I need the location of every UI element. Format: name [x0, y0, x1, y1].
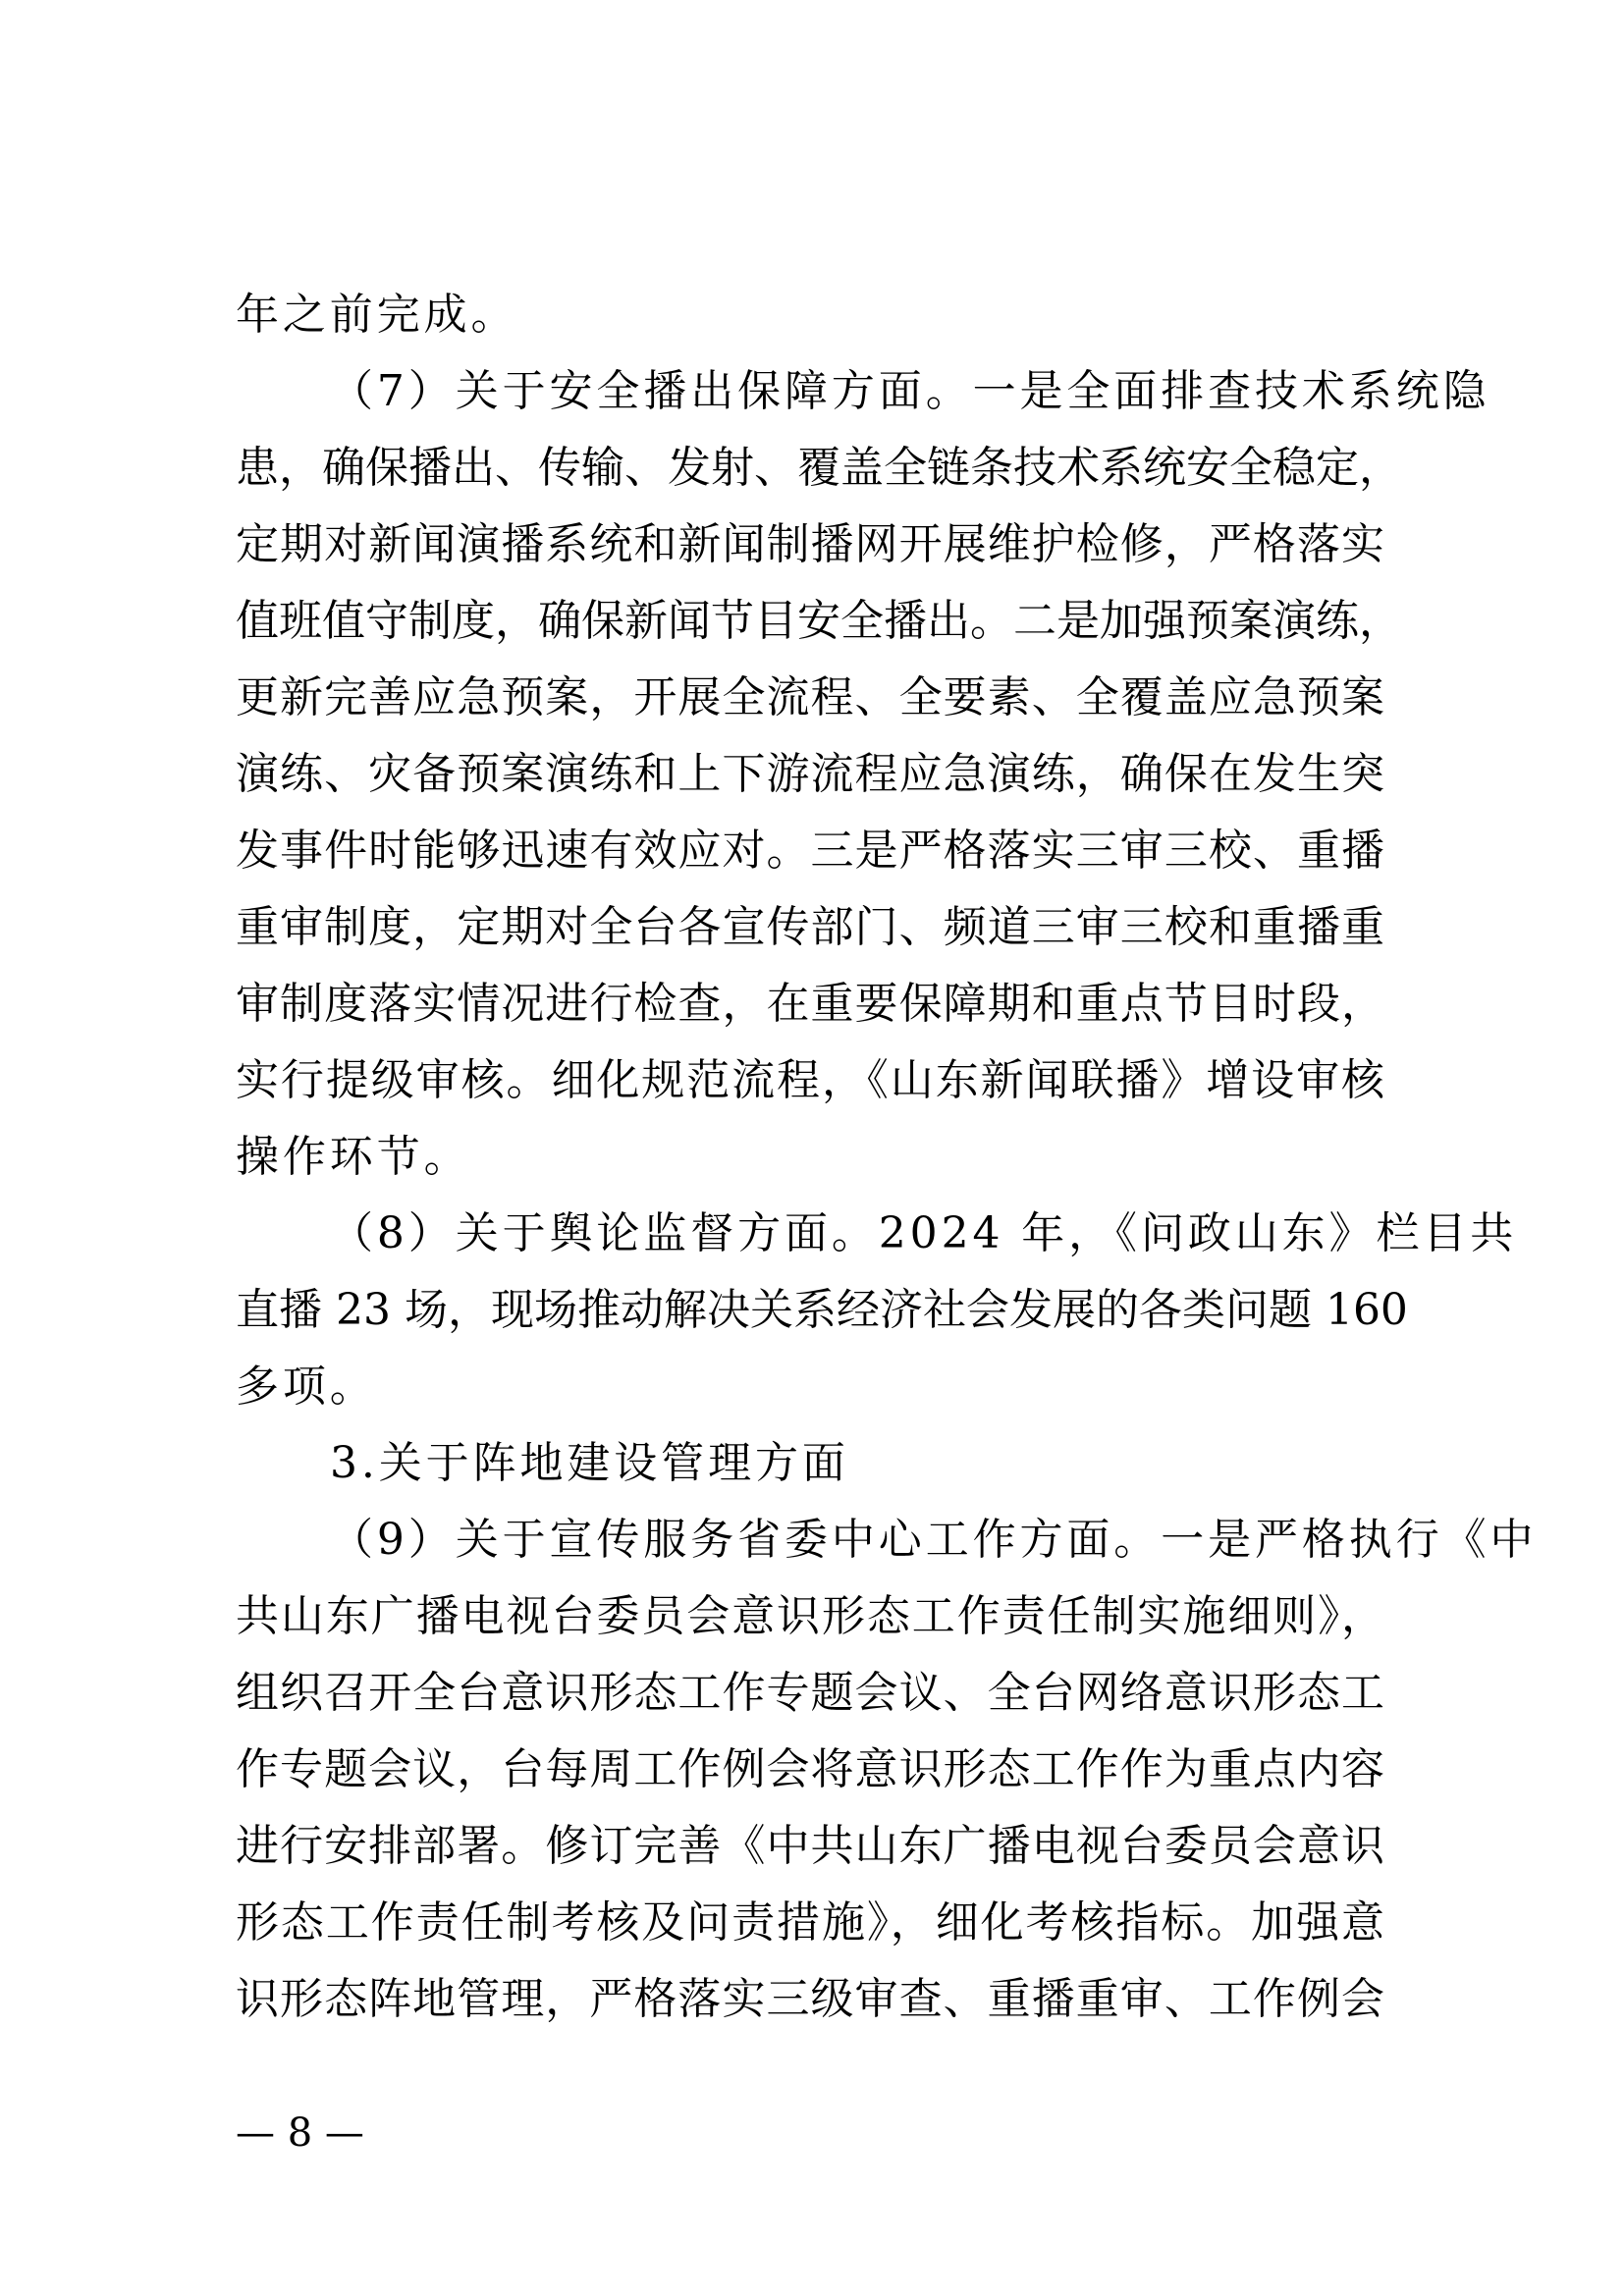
body-line: 患，确保播出、传输、发射、覆盖全链条技术系统安全稳定， — [236, 443, 1402, 493]
body-line: 审制度落实情况进行检查，在重要保障期和重点节目时段， — [236, 979, 1384, 1029]
body-line: 形态工作责任制考核及问责措施》，细化考核指标。加强意 — [236, 1897, 1384, 1948]
section-heading: 3.关于阵地建设管理方面 — [330, 1438, 849, 1488]
body-line: 作专题会议，台每周工作例会将意识形态工作作为重点内容 — [236, 1744, 1384, 1794]
body-line: 重审制度，定期对全台各宣传部门、频道三审三校和重播重 — [236, 902, 1384, 952]
body-line: 定期对新闻演播系统和新闻制播网开展维护检修，严格落实 — [236, 519, 1384, 569]
page-number: — 8 — — [236, 2110, 364, 2156]
body-line: 更新完善应急预案，开展全流程、全要素、全覆盖应急预案 — [236, 672, 1384, 722]
body-line: 实行提级审核。细化规范流程，《山东新闻联播》增设审核 — [236, 1055, 1384, 1105]
body-line: （7）关于安全播出保障方面。一是全面排查技术系统隐 — [330, 366, 1490, 416]
body-line: 演练、灾备预案演练和上下游流程应急演练，确保在发生突 — [236, 749, 1384, 799]
body-line: 值班值守制度，确保新闻节目安全播出。二是加强预案演练， — [236, 596, 1402, 646]
body-line: 组织召开全台意识形态工作专题会议、全台网络意识形态工 — [236, 1668, 1384, 1718]
body-line: 多项。 — [236, 1362, 377, 1412]
body-line: 发事件时能够迅速有效应对。三是严格落实三审三校、重播 — [236, 826, 1384, 876]
document-body — [236, 277, 1538, 2038]
body-line: （9）关于宣传服务省委中心工作方面。一是严格执行《中 — [330, 1515, 1538, 1565]
body-line: （8）关于舆论监督方面。2024 年，《问政山东》栏目共 — [330, 1208, 1518, 1258]
body-line: 操作环节。 — [236, 1132, 471, 1182]
body-line: 直播 23 场，现场推动解决关系经济社会发展的各类问题 160 — [236, 1285, 1408, 1335]
body-line: 年之前完成。 — [236, 290, 518, 340]
body-line: 识形态阵地管理，严格落实三级审查、重播重审、工作例会 — [236, 1974, 1384, 2024]
body-line: 共山东广播电视台委员会意识形态工作责任制实施细则》， — [236, 1591, 1384, 1641]
body-line: 进行安排部署。修订完善《中共山东广播电视台委员会意识 — [236, 1821, 1384, 1871]
